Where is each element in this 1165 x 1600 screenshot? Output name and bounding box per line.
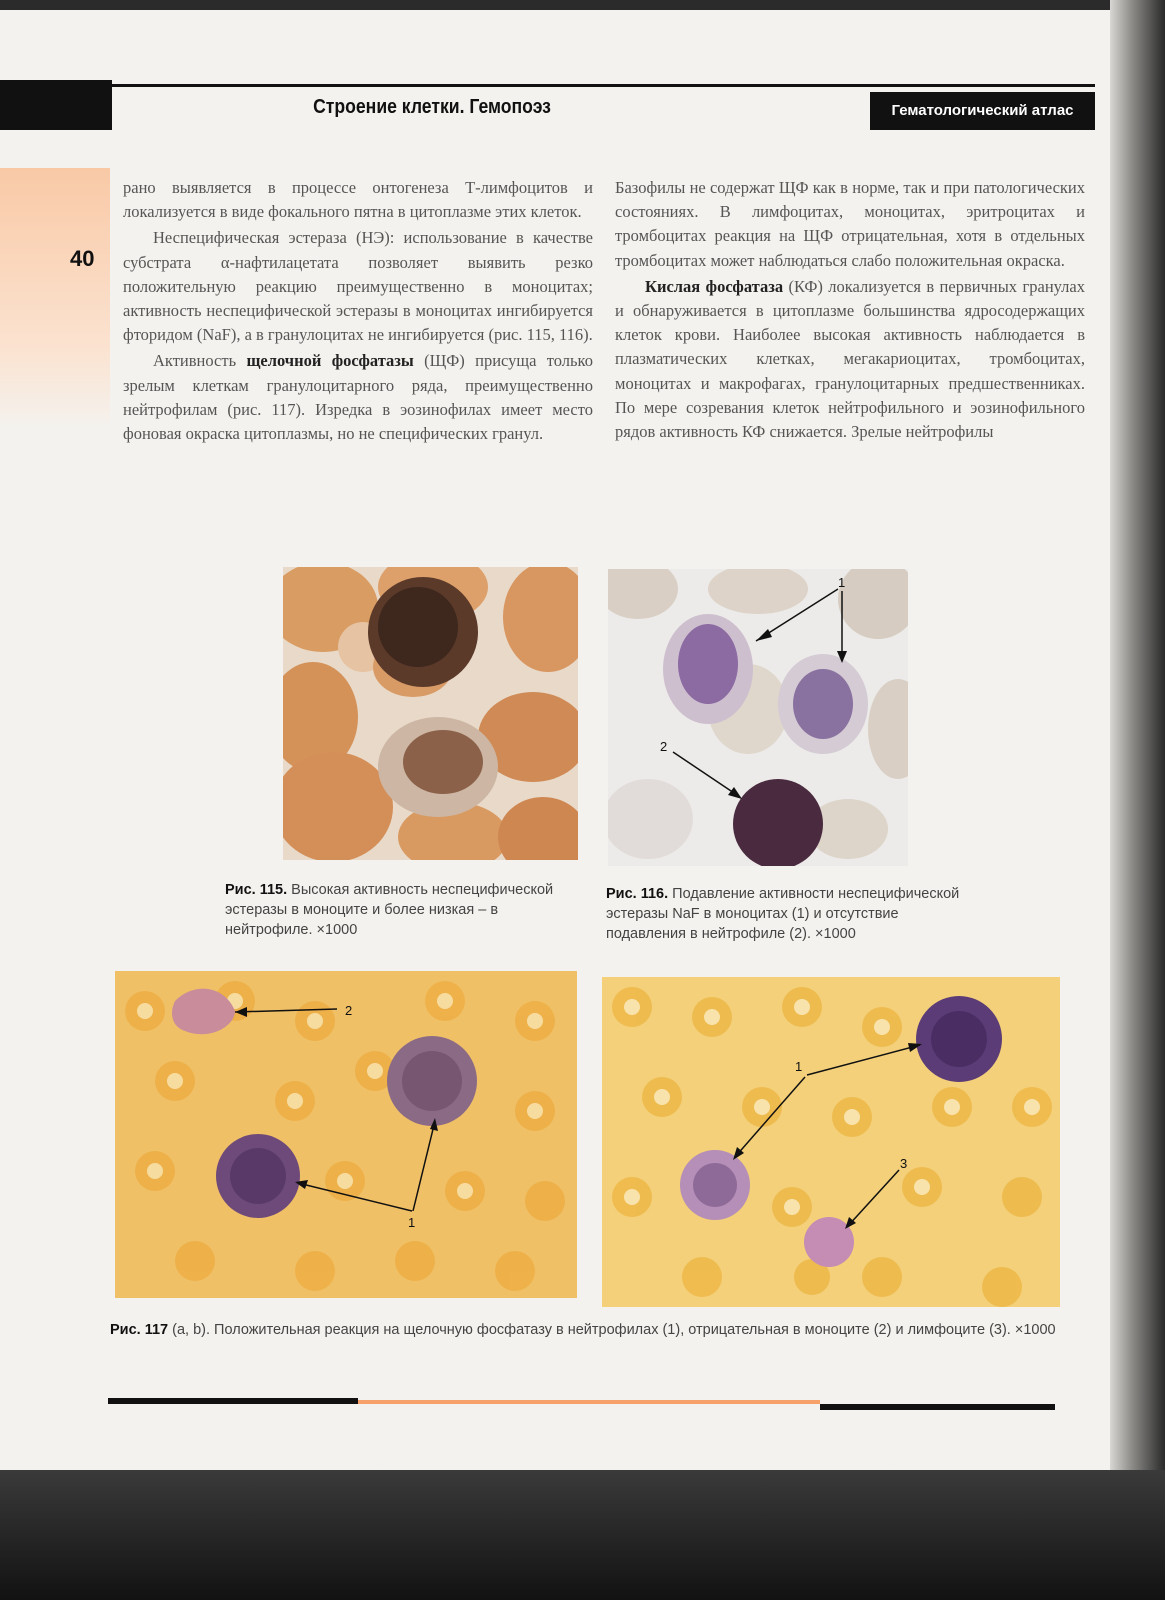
header-rule	[112, 84, 1095, 87]
paragraph: Базофилы не содержат ЩФ как в норме, так и при патологических состояниях. В лимфоцитах, моноцитах, эритроцитах и тромбоцитах реакция на ЩФ отрицательная, хотя в отдельных тромбоцитах может наблюдаться слабо положительная окраска.	[615, 178, 1085, 270]
marker-2-label: 2	[345, 1003, 353, 1018]
figure-115-caption: Рис. 115. Высокая активность неспецифической эстеразы в моноците и более низкая – в нейтрофиле. ×1000	[225, 882, 554, 938]
page-number: 40	[70, 246, 95, 271]
marker-3-label: 3	[900, 1156, 908, 1171]
figure-117-caption: Рис. 117 (a, b). Положительная реакция на щелочную фосфатазу в нейтрофилах (1), отрицательная в моноците (2) и лимфоците (3). ×1000	[110, 1322, 1056, 1338]
term: Неспецифическая эстераза (НЭ):	[153, 228, 395, 248]
marker-1-label: 1	[795, 1059, 803, 1074]
footer-rule-left	[108, 1398, 358, 1404]
marker-1-label: 1	[838, 575, 846, 590]
figure-117a-photo	[115, 971, 577, 1298]
marker-2-label: 2	[660, 739, 668, 754]
term: Кислая фосфатаза	[645, 276, 784, 296]
scan-top-edge	[0, 0, 1110, 10]
running-title: Строение клетки. Гемопоэз	[313, 96, 551, 118]
term: щелочной фосфатазы	[246, 351, 414, 371]
footer-rule-accent	[358, 1400, 820, 1404]
side-tab	[0, 168, 110, 428]
scan-bottom-edge	[0, 1470, 1165, 1600]
left-text-column	[123, 176, 593, 446]
figure-116-photo	[608, 569, 908, 866]
paragraph: Активность щелочной фосфатазы (ЩФ) присуща только зрелым клеткам гранулоцитарного ряда, преимущественно нейтрофилам (рис. 117). Изредка в эозинофилах имеет место фоновая окраска цитоплазмы, но не специфических гранул.	[123, 351, 593, 444]
atlas-label: Гематологический атлас	[870, 92, 1095, 130]
book-spine-shadow	[1110, 0, 1165, 1600]
figure-117b-photo	[602, 977, 1060, 1307]
paragraph: Неспецифическая эстераза (НЭ): использование в качестве субстрата α-нафтилацетата позволяет выявить резко положительную реакцию преимущественно в моноцитах; активность неспецифической эстеразы в моноцитах ингибируется фторидом (NaF), а в гранулоцитах не ингибируется (рис. 115, 116).	[123, 228, 593, 345]
paragraph: рано выявляется в процессе онтогенеза Т-лимфоцитов и локализуется в виде фокального пятна в цитоплазме этих клеток.	[123, 178, 593, 222]
figure-115-photo	[283, 567, 578, 860]
figure-116-caption: Рис. 116. Подавление активности неспецифической эстеразы NaF в моноцитах (1) и отсутствие подавления в нейтрофиле (2). ×1000	[606, 886, 960, 942]
footer-rule-right	[820, 1404, 1055, 1410]
header-black-block	[0, 80, 112, 130]
paragraph: Кислая фосфатаза (КФ) локализуется в первичных гранулах и обнаруживается в цитоплазме большинства ядросодержащих клеток крови. Наиболее высокая активность наблюдается в плазматических клетках, мегакариоцитах, тромбоцитах, моноцитах и макрофагах, гранулоцитарных предшественниках. По мере созревания клеток нейтрофильного и эозинофильного рядов активность КФ снижается. Зрелые нейтрофилы	[615, 276, 1085, 442]
marker-1-label: 1	[408, 1215, 416, 1230]
right-text-column	[615, 176, 1085, 444]
